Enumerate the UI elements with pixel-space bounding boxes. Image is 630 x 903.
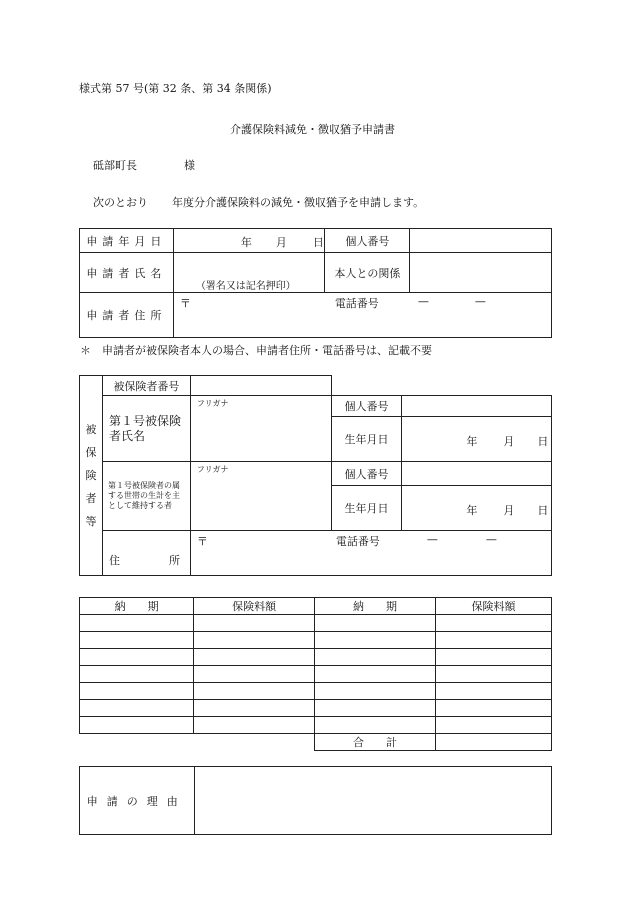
amount-cell[interactable] [436, 683, 552, 700]
insured-my-number-field[interactable] [402, 396, 552, 417]
table-row [80, 632, 552, 649]
phone-label: 電話番号 [335, 535, 380, 548]
table-row [80, 666, 552, 683]
note-text: 申請者が被保険者本人の場合、申請者住所・電話番号は、記載不要 [102, 344, 432, 357]
householder-birth-label: 生年月日 [331, 486, 402, 531]
table-row [80, 615, 552, 632]
phone-dash-1: — [417, 295, 429, 308]
applicant-my-number-label: 個人番号 [325, 229, 410, 253]
birth-month: 月 [503, 504, 515, 517]
document-title: 介護保険料減免・徴収猶予申請書 [230, 123, 395, 136]
birth-year: 年 [466, 504, 478, 517]
insured-my-number-label: 個人番号 [331, 396, 402, 417]
period-cell[interactable] [80, 632, 194, 649]
insured-number-label: 被保険者番号 [102, 376, 190, 396]
period-cell[interactable] [80, 700, 194, 717]
insured-address-label-text: 住 所 [108, 554, 184, 567]
period-cell[interactable] [80, 649, 194, 666]
period-cell[interactable] [315, 666, 436, 683]
postal-mark: 〒 [179, 297, 191, 310]
applicant-table [79, 228, 552, 338]
insured-birth-field[interactable] [402, 417, 552, 462]
insured-number-field[interactable] [190, 376, 331, 396]
group-char: 等 [85, 515, 97, 528]
group-char: 者 [85, 492, 97, 505]
relationship-field[interactable] [410, 253, 552, 293]
reason-table [79, 766, 552, 835]
addressee: 砥部町長 [93, 159, 137, 172]
amount-cell[interactable] [436, 666, 552, 683]
amount-cell[interactable] [194, 700, 315, 717]
applicant-my-number-field[interactable] [410, 229, 552, 253]
total-label: 合 計 [315, 734, 436, 751]
birth-day: 日 [537, 504, 549, 517]
table-row [80, 700, 552, 717]
period-cell[interactable] [315, 632, 436, 649]
period-cell[interactable] [315, 700, 436, 717]
premium-table [79, 597, 552, 751]
householder-label: 第１号被保険者の属する世帯の生計を主として維持する者 [102, 462, 190, 531]
birth-month: 月 [503, 435, 515, 448]
note-mark: ＊ [80, 344, 91, 357]
address-label: 申請者住所 [80, 293, 174, 338]
amount-cell[interactable] [194, 649, 315, 666]
amount-cell[interactable] [194, 666, 315, 683]
phone-dash-2: — [485, 533, 497, 546]
relationship-label: 本人との関係 [325, 253, 410, 293]
date-label: 申請年月日 [80, 229, 174, 253]
insured-address-label [102, 531, 190, 576]
phone-label: 電話番号 [334, 297, 379, 310]
form-number: 様式第 57 号(第 32 条、第 34 条関係) [79, 82, 272, 95]
amount-cell[interactable] [194, 717, 315, 734]
col-header-amount-1: 保険料額 [194, 598, 315, 615]
date-field[interactable] [173, 229, 325, 253]
amount-cell[interactable] [436, 632, 552, 649]
householder-my-number-field[interactable] [402, 462, 552, 486]
date-month: 月 [275, 236, 287, 249]
name-label: 申請者氏名 [80, 253, 174, 293]
amount-cell[interactable] [436, 717, 552, 734]
address-field[interactable] [173, 293, 551, 338]
householder-my-number-label: 個人番号 [331, 462, 402, 486]
table-row [80, 717, 552, 734]
amount-cell[interactable] [194, 615, 315, 632]
amount-cell[interactable] [436, 700, 552, 717]
group-char: 被 [85, 423, 97, 436]
date-day: 日 [312, 236, 324, 249]
first-insured-name-label: 第１号被保険者氏名 [102, 396, 190, 462]
col-header-period-2: 納 期 [315, 598, 436, 615]
intro-lead: 次のとおり [93, 196, 148, 209]
insured-address-field[interactable] [190, 531, 551, 576]
reason-label: 申請の理由 [80, 767, 195, 835]
phone-dash-1: — [426, 533, 438, 546]
col-header-period-1: 納 期 [80, 598, 194, 615]
group-char: 保 [85, 446, 97, 459]
amount-cell[interactable] [194, 683, 315, 700]
group-char: 険 [85, 469, 97, 482]
period-cell[interactable] [80, 717, 194, 734]
table-row [80, 649, 552, 666]
signature-note: （署名又は記名押印） [195, 281, 296, 292]
insured-birth-label: 生年月日 [331, 417, 402, 462]
name-field[interactable] [173, 253, 325, 293]
period-cell[interactable] [80, 683, 194, 700]
amount-cell[interactable] [436, 649, 552, 666]
amount-cell[interactable] [194, 632, 315, 649]
insured-group-label [80, 376, 103, 576]
col-header-amount-2: 保険料額 [436, 598, 552, 615]
postal-mark: 〒 [196, 535, 208, 548]
householder-birth-field[interactable] [402, 486, 552, 531]
birth-year: 年 [466, 435, 478, 448]
period-cell[interactable] [315, 649, 436, 666]
reason-field[interactable] [194, 767, 551, 835]
period-cell[interactable] [315, 683, 436, 700]
period-cell[interactable] [315, 717, 436, 734]
amount-cell[interactable] [436, 615, 552, 632]
table-row [80, 683, 552, 700]
period-cell[interactable] [80, 666, 194, 683]
insured-table [79, 375, 552, 576]
period-cell[interactable] [80, 615, 194, 632]
total-amount-field[interactable] [436, 734, 552, 751]
honorific: 様 [184, 159, 195, 172]
furigana-label: フリガナ [196, 399, 229, 408]
birth-day: 日 [537, 435, 549, 448]
period-cell[interactable] [315, 615, 436, 632]
householder-name-field[interactable] [190, 462, 331, 531]
date-year: 年 [240, 236, 252, 249]
first-insured-name-field[interactable] [190, 396, 331, 462]
intro-text: 年度分介護保険料の減免・徴収猶予を申請します。 [172, 196, 425, 209]
phone-dash-2: — [474, 295, 486, 308]
furigana-label: フリガナ [196, 465, 229, 474]
